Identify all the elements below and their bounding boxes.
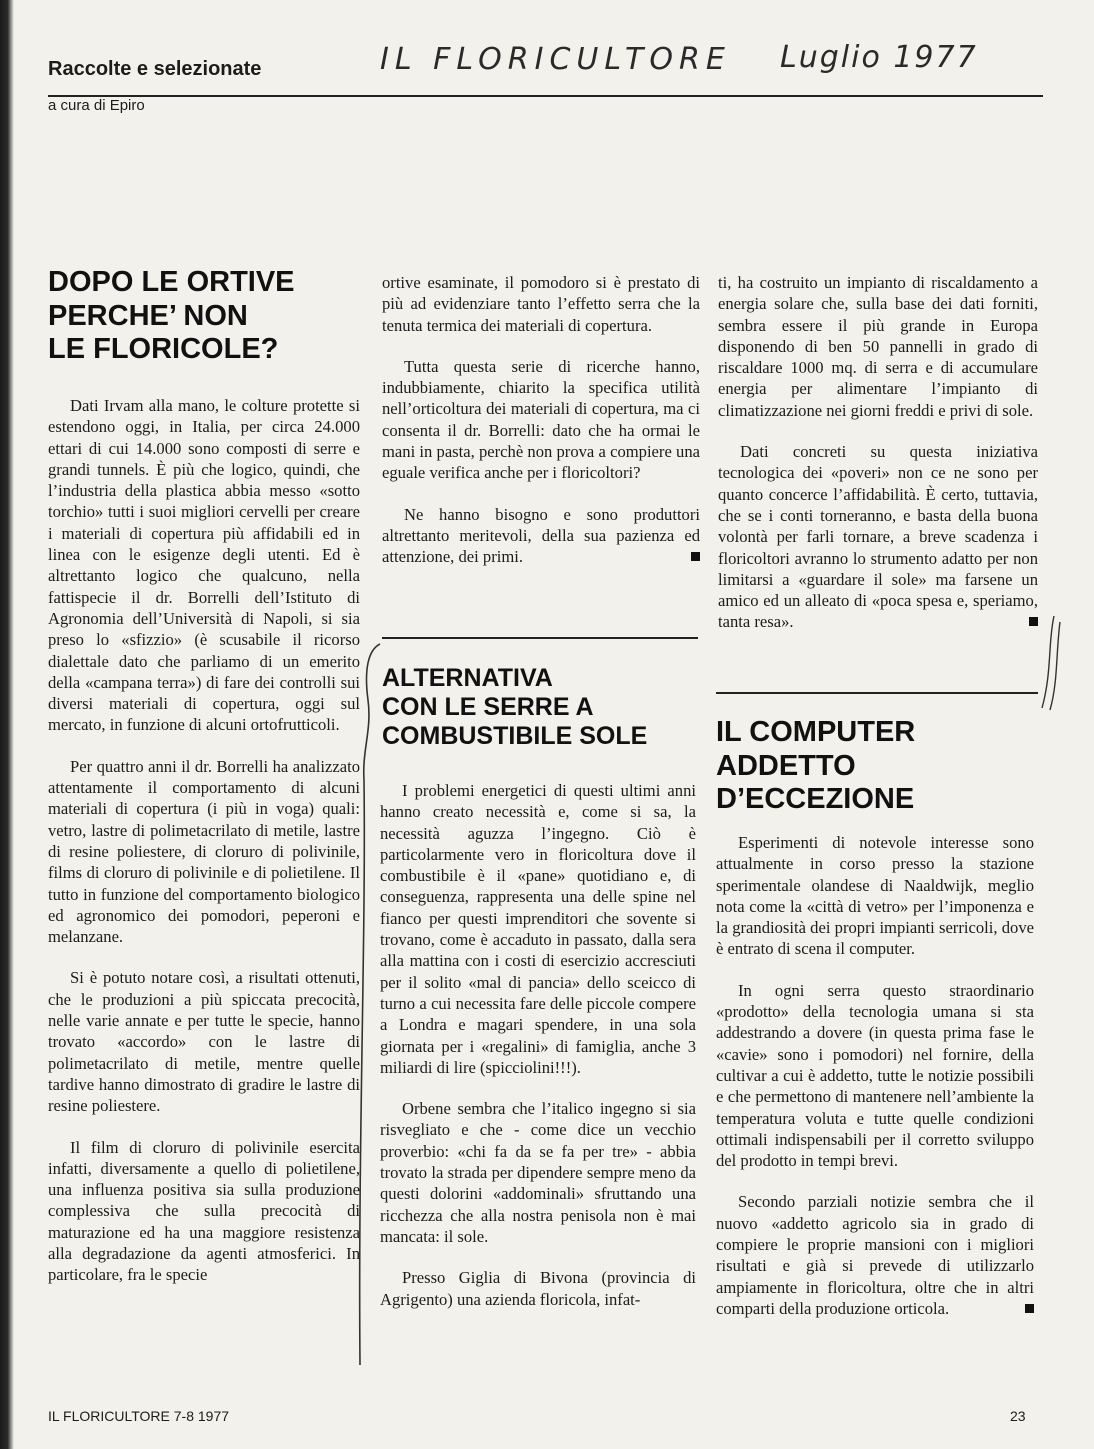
article2-paragraph-3-continued: ti, ha costruito un impianto di riscaldamento a energia solare che, sulla base dei dati forniti, sembra essere il più grande in Europa disponendo di ben 50 pannelli in grado di riscaldare 1000 mq. di serra e di accumulare energia per alimentare l’impianto di climatizzazione nei giorni freddi e privi di sole. bbox=[718, 273, 1038, 420]
handwritten-annotation bbox=[380, 36, 1040, 92]
article1-paragraph-1: Dati Irvam alla mano, le colture protette si estendono oggi, in Italia, per circa 24.000 ettari di cui 14.000 sono composti di serre e grandi tunnels. È più che logico, quindi, che l’industria della plastica abbia messo «sotto torchio» tutti i suoi migliori cervelli per creare i materiali di copertura più affidabili ed in linea con le esigenze degli utenti. Ed è altrettanto logico che qualcuno, nella fattispecie il dr. Borrelli dell’Istituto di Agronomia dell’Università di Napoli, si sia preso lo «sfizzio» (è scusabile il ricorso dialettale dato che parliamo di un emerito della «campana terra») di fare dei controlli sui diversi materiali di copertura, oggi sul mercato, in funzione di alcuni ortofrutticoli. bbox=[48, 396, 360, 735]
article2-top-rule bbox=[382, 637, 698, 639]
article2-headline: ALTERNATIVA CON LE SERRE A COMBUSTIBILE SOLE bbox=[382, 664, 648, 750]
handwritten-publication: IL FLORICULTORE bbox=[380, 42, 731, 77]
article2-paragraph-4: Dati concreti su questa iniziativa tecnologica dei «poveri» non ce ne sono per quanto concerce l’affidabilità. È certo, tuttavia, che se i conti torneranno, e basta della buona volontà per farli tornare, a breve scadenza i floricoltori avranno lo strumento adatto per non limitarsi a «guardare il sole» ma farsene un amico ed un alleato di «poca spesa e, speriamo, tanta resa». bbox=[718, 442, 1038, 632]
article1-paragraph-5: ortive esaminate, il pomodoro si è prestato di più ad evidenziare tanto l’effetto serra che la tenuta termica dei materiali di copertura. bbox=[382, 273, 700, 335]
pencil-side-mark bbox=[1032, 612, 1072, 712]
article1-column-2 bbox=[382, 272, 700, 568]
article3-top-rule bbox=[716, 692, 1038, 694]
handwritten-date: Luglio 1977 bbox=[780, 40, 978, 75]
article2-paragraph-2: Orbene sembra che l’italico ingegno si sia risvegliato e che - come dice un vecchio proverbio: «chi fa da se fa per tre» - abbia trovato la strada per dipendere sempre meno da questi dolorini «addominali» sfruttando una ricchezza che alla nostra penisola non è mai mancata: il sole. bbox=[380, 1099, 696, 1246]
article1-paragraph-7: Ne hanno bisogno e sono produttori altrettanto meritevoli, della sua pazienza ed attenzione, dei primi. bbox=[382, 504, 700, 567]
section-heading: Raccolte e selezionate bbox=[48, 58, 262, 80]
article1-paragraph-6: Tutta questa serie di ricerche hanno, indubbiamente, chiarito la specifica utilità nell’orticoltura dei materiali di copertura, ma ci consenta il dr. Borrelli: dato che ha ormai le mani in pasta, perchè non prova a compiere una eguale verifica anche per i floricoltori? bbox=[382, 356, 700, 483]
article2-column-1 bbox=[380, 780, 696, 1310]
article2-paragraph-1: I problemi energetici di questi ultimi anni hanno creato necessità e, come si sa, la necessità aguzza l’ingegno. Ciò è particolarmente vero in floricoltura dove il combustibile è il «pane» quotidiano e, di conseguenza, rappresenta una delle spine nel fianco per questi imprenditori che sovente si trovano, come è accaduto in passato, dalla sera alla mattina con i costi di esercizio accresciuti per il solito «mal di pancia» dello sceicco di turno a cui necessita fare delle piccole compere a Londra e magari spendere, in una sola giornata per i «regalini» di famiglia, anche 3 miliardi di lire (spicciolini!!!). bbox=[380, 781, 696, 1077]
article1-paragraph-7-wrap bbox=[382, 504, 700, 568]
article3-paragraph-3: Secondo parziali notizie sembra che il nuovo «addetto agricolo sia in grado di compiere le proprie mansioni con i migliori risultati e già si prevede di utilizzarlo ampiamente in floricoltura, oltre che in altri comparti della produzione orticola. bbox=[716, 1192, 1034, 1318]
pencil-bracket-mark bbox=[350, 640, 390, 1370]
article1-column-1 bbox=[48, 395, 360, 1286]
header-rule bbox=[48, 95, 1043, 97]
end-of-article-mark bbox=[1025, 1304, 1034, 1313]
end-of-article-mark bbox=[691, 552, 700, 561]
article3-column bbox=[716, 832, 1034, 1319]
article3-paragraph-3-wrap bbox=[716, 1191, 1034, 1319]
article2-paragraph-3: Presso Giglia di Bivona (provincia di Agrigento) una azienda floricola, infat- bbox=[380, 1268, 696, 1309]
article3-paragraph-1: Esperimenti di notevole interesse sono attualmente in corso presso la stazione sperimentale olandese di Naaldwijk, meglio nota come la «città di vetro» per l’imponenza e la grandiosità dei propri impianti serricoli, dove è entrato di scena il computer. bbox=[716, 833, 1034, 959]
article1-paragraph-3: Si è potuto notare così, a risultati ottenuti, che le produzioni a più spiccata precocità, nelle varie annate e per tutte le specie, hanno trovato «accordo» con le lastre di polimetacrilato di metile, mentre quelle tardive hanno dimostrato di gradire le lastre di resine poliestere. bbox=[48, 968, 360, 1116]
torn-page-edge bbox=[0, 0, 14, 1449]
footer-publication: IL FLORICULTORE 7-8 1977 bbox=[48, 1408, 230, 1424]
article2-paragraph-4-wrap bbox=[718, 441, 1038, 633]
article1-headline: DOPO LE ORTIVE PERCHE’ NON LE FLORICOLE? bbox=[48, 266, 295, 366]
curator-line: a cura di Epiro bbox=[48, 97, 145, 114]
article3-headline: IL COMPUTER ADDETTO D’ECCEZIONE bbox=[716, 716, 916, 816]
article1-paragraph-4: Il film di cloruro di polivinile esercita infatti, diversamente a quello di polietilene, una influenza positiva sia sulla produzione complessiva che sulla precocità di maturazione ed ha una maggiore resistenza alla degradazione da agenti atmosferici. In particolare, fra le specie bbox=[48, 1137, 360, 1285]
article1-paragraph-2: Per quattro anni il dr. Borrelli ha analizzato attentamente il comportamento di alcuni materiali di copertura (i più in voga) quali: vetro, lastre di polimetacrilato di metile, lastre di resine poliestere, di cloruro di polivinile, films di cloruro di polivinile e di polietilene. Il tutto in funzione del comportamento biologico ed agronomico dei pomodori, peperoni e melanzane. bbox=[48, 756, 360, 947]
article3-paragraph-2: In ogni serra questo straordinario «prodotto» della tecnologia umana si sta addestrando a dovere (in questa prima fase le «cavie» sono i pomodori) nel fornire, della cultivar a cui è addetto, tutte le notizie possibili e che permettono di mantenere nell’ambiente la temperatura voluta e tutte quelle condizioni ottimali indispensabili per il corretto sviluppo del prodotto in tempi brevi. bbox=[716, 980, 1034, 1171]
article2-column-2 bbox=[718, 272, 1038, 633]
page-number: 23 bbox=[1010, 1408, 1026, 1424]
